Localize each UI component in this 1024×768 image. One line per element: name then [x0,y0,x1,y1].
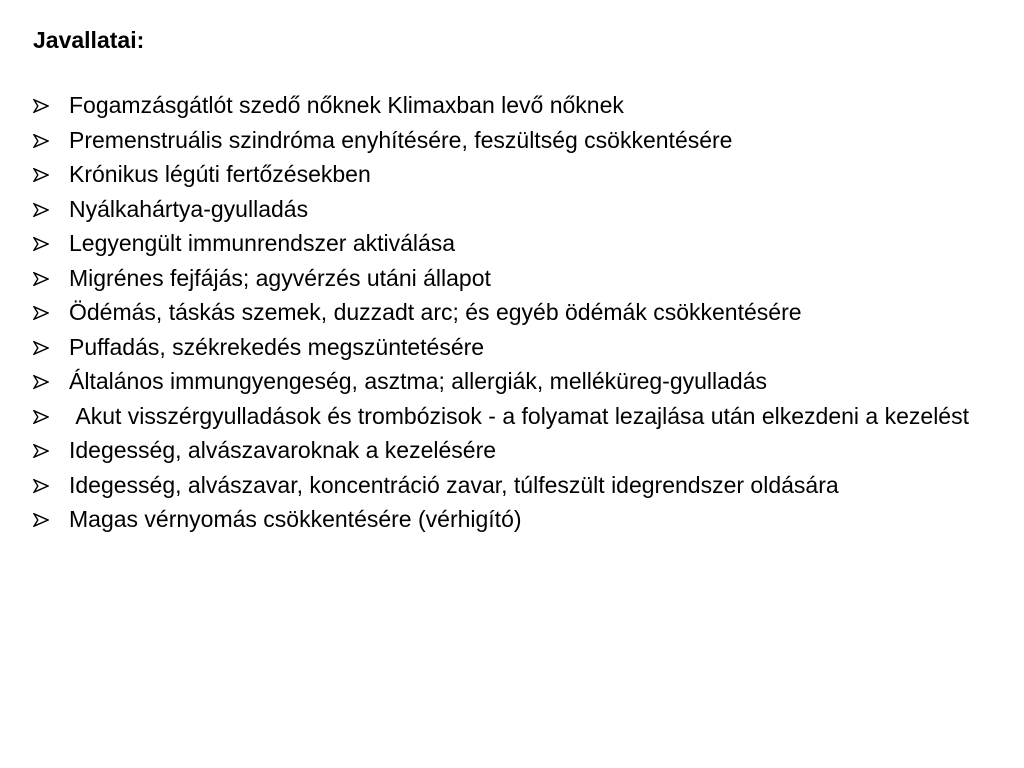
arrowhead-bullet-icon [33,237,49,251]
arrowhead-bullet-icon [33,375,49,389]
list-item [33,197,993,222]
list-item [33,438,993,463]
slide-heading: Javallatai: [33,27,145,53]
list-item-text: Fogamzásgátlót szedő nőknek Klimaxban levő nőknek [69,92,624,118]
list-item-text: Krónikus légúti fertőzésekben [69,161,371,187]
list-item [33,162,993,187]
list-item-text: Premenstruális szindróma enyhítésére, feszültség csökkentésére [69,126,733,153]
arrowhead-bullet-icon [33,134,49,148]
arrowhead-bullet-icon [33,410,49,424]
list-item-text: Nyálkahártya-gyulladás [69,195,309,222]
arrowhead-bullet-icon [33,341,49,355]
arrowhead-bullet-icon [33,513,49,527]
list-item [33,335,993,360]
list-item-text: Általános immungyengeség, asztma; allergiák, melléküreg-gyulladás [69,368,768,394]
list-item-text: Ödémás, táskás szemek, duzzadt arc; és egyéb ödémák csökkentésére [69,299,802,325]
list-item [33,128,993,153]
list-item [33,231,993,256]
list-item-text: Magas vérnyomás csökkentésére (vérhigító) [69,506,522,532]
arrowhead-bullet-icon [33,479,49,493]
list-item [33,266,993,291]
list-item-text: Idegesség, alvászavar, koncentráció zavar, túlfeszült idegrendszer oldására [69,471,839,498]
list-item-text: Idegesség, alvászavaroknak a kezelésére [69,437,497,463]
list-item-text: Puffadás, székrekedés megszüntetésére [69,333,485,360]
arrowhead-bullet-icon [33,444,49,458]
arrowhead-bullet-icon [33,272,49,286]
arrowhead-bullet-icon [33,168,49,182]
arrowhead-bullet-icon [33,306,49,320]
list-item [33,300,993,325]
indications-list [33,93,993,542]
arrowhead-bullet-icon [33,99,49,113]
list-item [33,507,993,532]
list-item-text: Legyengült immunrendszer aktiválása [69,230,456,256]
list-item-text: Akut visszérgyulladások és trombózisok - a folyamat lezajlása után elkezdeni a kezelést [69,402,969,429]
list-item [33,93,993,118]
list-item-text: Migrénes fejfájás; agyvérzés utáni állapot [69,264,491,291]
arrowhead-bullet-icon [33,203,49,217]
list-item [33,473,993,498]
list-item [33,404,993,429]
list-item [33,369,993,394]
